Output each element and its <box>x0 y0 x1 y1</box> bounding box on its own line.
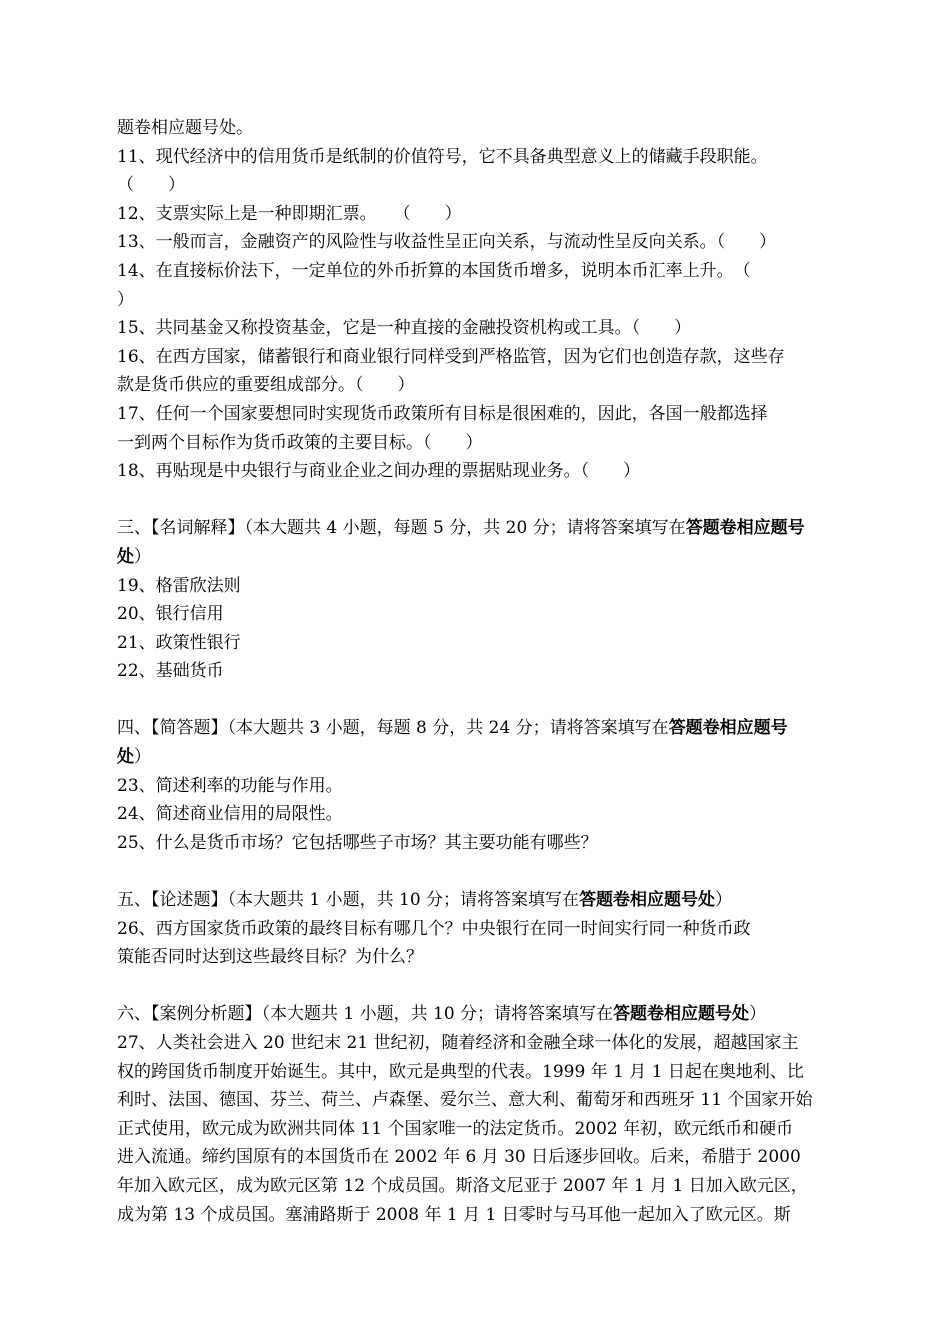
question-27-cont: 权的跨国货币制度开始诞生。其中，欧元是典型的代表。1999 年 1 月 1 日起在奥地利、比 <box>117 1061 804 1082</box>
section-4-heading-bold-cont: 处 <box>117 747 134 768</box>
question-14-blank: ） <box>117 289 134 310</box>
spacer <box>117 857 837 886</box>
question-11-blank: （ ） <box>117 175 185 196</box>
section-6-heading-end: ） <box>749 1004 767 1025</box>
spacer <box>117 972 837 1001</box>
section-4-heading-end: ） <box>134 747 151 768</box>
question-16: 16、在西方国家，储蓄银行和商业银行同样受到严格监管，因为它们也创造存款，这些存 <box>117 346 785 367</box>
question-27-cont: 利时、法国、德国、芬兰、荷兰、卢森堡、爱尔兰、意大利、葡萄牙和西班牙 11 个国家开始 <box>117 1090 813 1111</box>
question-12: 12、支票实际上是一种即期汇票。 （ ） <box>117 203 462 224</box>
section-4-heading-cont <box>117 743 837 772</box>
question-11: 11、现代经济中的信用货币是纸制的价值符号，它不具备典型意义上的储藏手段职能。 <box>117 146 768 167</box>
document-page <box>117 114 837 1229</box>
question-27: 27、人类社会进入 20 世纪末 21 世纪初，随着经济和金融全球一体化的发展，超越国家主 <box>117 1033 799 1053</box>
section-4-heading-text: 四、【简答题】（本大题共 3 小题，每题 8 分，共 24 分；请将答案填写在 <box>117 718 669 739</box>
question-18: 18、再贴现是中央银行与商业企业之间办理的票据贴现业务。（ ） <box>117 461 641 482</box>
section-4-heading-bold: 答题卷相应题号 <box>668 718 788 739</box>
question-26-cont: 策能否同时达到这些最终目标？为什么？ <box>117 947 423 968</box>
section-3-heading-text: 三、【名词解释】（本大题共 4 小题，每题 5 分，共 20 分；请将答案填写在 <box>117 518 686 539</box>
section-5-heading-bold: 答题卷相应题号处 <box>579 890 716 911</box>
question-16-cont: 款是货币供应的重要组成部分。（ ） <box>117 375 415 396</box>
question-23: 23、简述利率的功能与作用。 <box>117 775 343 796</box>
spacer <box>117 686 837 715</box>
question-24: 24、简述商业信用的局限性。 <box>117 804 343 825</box>
question-19: 19、格雷欣法则 <box>117 575 241 596</box>
section-3-heading <box>117 514 837 543</box>
question-20: 20、银行信用 <box>117 604 224 625</box>
text-line: 题卷相应题号处。 <box>117 118 253 138</box>
section-3-heading-bold: 答题卷相应题号 <box>685 518 805 539</box>
question-17: 17、任何一个国家要想同时实现货币政策所有目标是很困难的，因此，各国一般都选择 <box>117 403 768 424</box>
spacer <box>117 486 837 515</box>
section-3-heading-bold-cont: 处 <box>117 546 134 567</box>
question-17-cont: 一到两个目标作为货币政策的主要目标。（ ） <box>117 432 483 453</box>
question-27-cont: 进入流通。缔约国原有的本国货币在 2002 年 6 月 30 日后逐步回收。后来，希腊于 2000 <box>117 1147 801 1168</box>
question-13: 13、一般而言，金融资产的风险性与收益性呈正向关系，与流动性呈反向关系。（ ） <box>117 232 777 253</box>
section-3-heading-end: ） <box>134 546 151 567</box>
question-27-cont: 年加入欧元区，成为欧元区第 12 个成员国。斯洛文尼亚于 2007 年 1 月 1 日加入欧元区， <box>117 1175 808 1196</box>
section-3-heading-cont <box>117 543 837 572</box>
section-5-heading-text: 五、【论述题】（本大题共 1 小题，共 10 分；请将答案填写在 <box>117 890 580 911</box>
section-5-heading <box>117 886 837 915</box>
question-27-cont: 成为第 13 个成员国。塞浦路斯于 2008 年 1 月 1 日零时与马耳他一起加入了欧元区。斯 <box>117 1204 791 1225</box>
question-27-cont: 正式使用，欧元成为欧洲共同体 11 个国家唯一的法定货币。2002 年初，欧元纸币和硬币 <box>117 1118 794 1139</box>
section-4-heading <box>117 714 837 743</box>
question-25: 25、什么是货币市场？它包括哪些子市场？其主要功能有哪些？ <box>117 832 598 853</box>
section-5-heading-end: ） <box>715 890 733 911</box>
section-6-heading-bold: 答题卷相应题号处 <box>613 1004 750 1025</box>
section-6-heading <box>117 1000 837 1029</box>
question-14: 14、在直接标价法下，一定单位的外币折算的本国货币增多，说明本币汇率上升。 （ <box>117 260 751 281</box>
question-22: 22、基础货币 <box>117 661 224 682</box>
question-15: 15、共同基金又称投资基金，它是一种直接的金融投资机构或工具。（ ） <box>117 318 692 339</box>
question-26: 26、西方国家货币政策的最终目标有哪几个？中央银行在同一时间实行同一种货币政 <box>117 918 751 939</box>
question-21: 21、政策性银行 <box>117 632 241 653</box>
section-6-heading-text: 六、【案例分析题】（本大题共 1 小题，共 10 分；请将答案填写在 <box>117 1004 614 1025</box>
